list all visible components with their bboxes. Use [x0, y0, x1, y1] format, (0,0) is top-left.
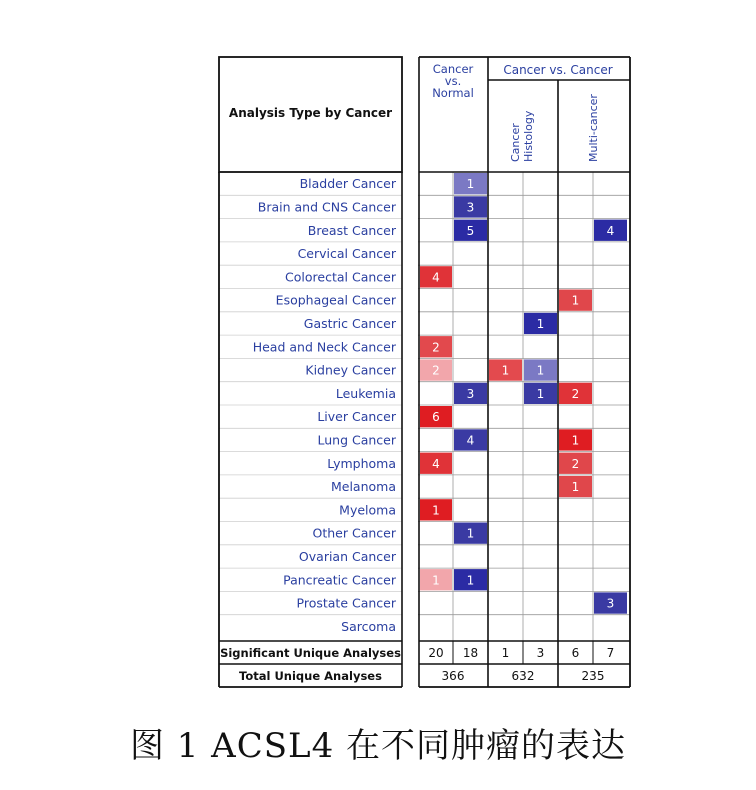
cell-value: 3: [606, 596, 615, 611]
cell-value: 1: [432, 503, 440, 518]
row-label: Breast Cancer: [307, 222, 396, 238]
row-label: Lymphoma: [327, 455, 396, 471]
significant-value: 1: [501, 646, 510, 660]
cell-value: 1: [536, 316, 545, 331]
cell-value: 1: [536, 363, 545, 378]
cell-value: 2: [571, 456, 580, 471]
row-label: Liver Cancer: [317, 409, 396, 425]
header-cancer-histology: Histology: [522, 110, 535, 162]
header-row-label: Analysis Type by Cancer: [228, 106, 393, 120]
significant-value: 6: [571, 646, 580, 660]
cell-value: 1: [571, 480, 580, 495]
total-value: 235: [581, 669, 605, 683]
row-label: Cervical Cancer: [297, 246, 396, 262]
cell-value: 5: [466, 223, 475, 238]
cell-value: 2: [432, 340, 440, 355]
row-label: Kidney Cancer: [305, 362, 396, 378]
header-cancer-vs-normal: vs.: [444, 74, 462, 88]
row-label: Colorectal Cancer: [285, 269, 396, 285]
cell-value: 1: [536, 386, 545, 401]
cell-value: 3: [466, 386, 475, 401]
row-label: Other Cancer: [312, 525, 396, 541]
cell-value: 1: [432, 573, 440, 588]
cell-value: 4: [606, 223, 615, 238]
significant-value: 20: [428, 646, 444, 660]
figure-caption: 图 1 ACSL4 在不同肿瘤的表达: [129, 726, 627, 766]
header-cancer-vs-normal: Cancer: [432, 62, 474, 76]
header-cancer-vs-normal: Normal: [432, 86, 474, 100]
row-label: Sarcoma: [341, 618, 396, 634]
significant-value: 18: [462, 646, 479, 660]
row-label: Lung Cancer: [317, 432, 396, 448]
row-label: Esophageal Cancer: [275, 292, 396, 308]
row-label: Myeloma: [339, 502, 396, 518]
cell-value: 1: [466, 573, 475, 588]
total-value: 632: [511, 669, 535, 683]
row-label: Leukemia: [335, 385, 396, 401]
header-multi-cancer: Multi-cancer: [587, 94, 600, 162]
row-label: Ovarian Cancer: [298, 548, 396, 564]
significant-label: Significant Unique Analyses: [220, 646, 401, 660]
cell-value: 6: [432, 410, 440, 425]
cell-value: 3: [466, 200, 475, 215]
cell-value: 1: [466, 177, 475, 192]
header-cancer-histology: Cancer: [509, 123, 522, 162]
row-label: Melanoma: [330, 479, 396, 495]
significant-value: 3: [536, 646, 545, 660]
row-label: Prostate Cancer: [296, 595, 396, 611]
total-label: Total Unique Analyses: [239, 669, 382, 683]
cell-value: 4: [466, 433, 475, 448]
row-label: Gastric Cancer: [303, 315, 396, 331]
row-label: Bladder Cancer: [299, 176, 396, 192]
cell-value: 1: [466, 526, 475, 541]
total-value: 366: [441, 669, 465, 683]
cell-value: 4: [432, 456, 440, 471]
cell-value: 1: [501, 363, 510, 378]
cell-value: 2: [571, 386, 580, 401]
cell-value: 1: [571, 293, 580, 308]
header-cancer-vs-cancer: Cancer vs. Cancer: [503, 63, 613, 77]
cell-value: 1: [571, 433, 580, 448]
row-label: Brain and CNS Cancer: [257, 199, 396, 215]
cell-value: 2: [432, 363, 440, 378]
cell-value: 4: [432, 270, 440, 285]
row-label: Head and Neck Cancer: [252, 339, 396, 355]
row-label: Pancreatic Cancer: [283, 572, 396, 588]
significant-value: 7: [606, 646, 615, 660]
